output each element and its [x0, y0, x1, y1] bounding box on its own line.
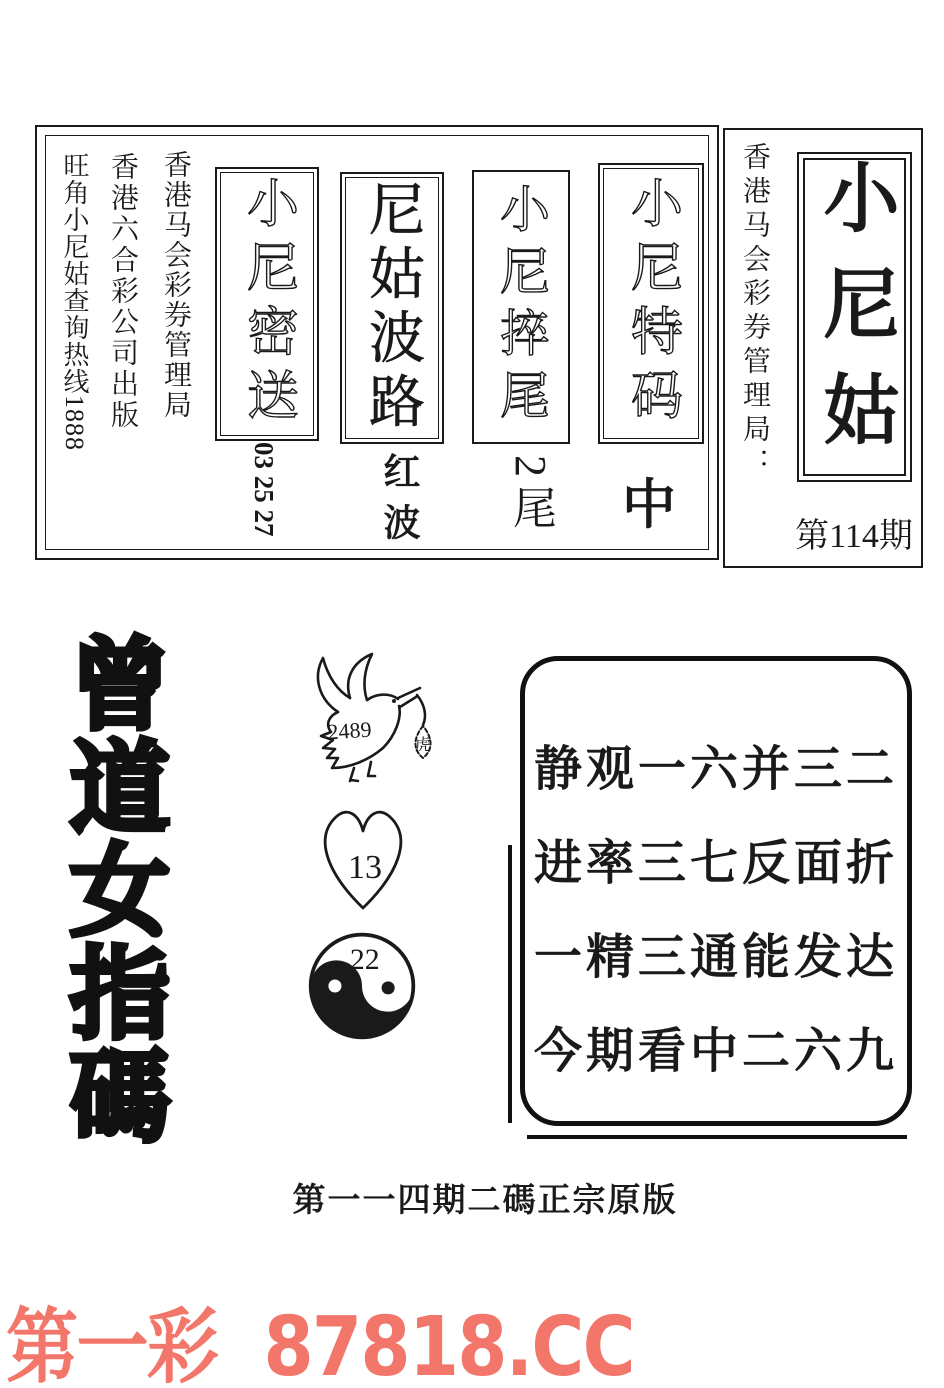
yin-yang-icon [306, 930, 418, 1042]
tip-box-secret [215, 167, 319, 441]
heart-number: 13 [348, 849, 382, 886]
poem-line: 一精三通能发达 [533, 931, 898, 984]
right-authority-column: 香港马会彩券管理局： [739, 142, 770, 482]
poem-box [520, 656, 912, 1126]
footer-site-url: 87818.CC [263, 1300, 634, 1388]
poem-box-shadow-bottom [527, 1135, 907, 1139]
dove-tag-label: 虎 [414, 737, 432, 754]
tip-box-caption-special: 中 [622, 475, 676, 535]
issue-number: 第114期 [795, 518, 913, 555]
tip-box-caption-wave: 红波 [377, 452, 418, 554]
main-vertical-title: 曾道女指碼 [53, 632, 170, 1147]
poem-line: 静观一六并三二 [533, 743, 898, 796]
tip-box-title: 小尼特码 [622, 175, 680, 432]
tip-box-wave [340, 172, 444, 444]
tip-box-caption-tail: 2尾 [506, 455, 555, 537]
footer-brand: 第一彩 [6, 1300, 218, 1388]
tip-box-tail [472, 170, 570, 444]
heart-icon [306, 788, 420, 916]
dove-number: 2489 [326, 716, 373, 745]
masthead-title: 小尼姑 [812, 158, 896, 476]
poem-line: 进率三七反面折 [533, 837, 898, 890]
dove-eye [392, 699, 396, 703]
tip-box-title: 小尼捽尾 [493, 183, 549, 431]
edition-caption: 第一一四期二碼正宗原版 [292, 1183, 678, 1219]
tip-box-caption-numbers: 03 25 27 [249, 442, 279, 537]
footer-banner [6, 1282, 634, 1388]
tip-box-special [598, 163, 704, 444]
masthead-box [797, 152, 912, 482]
hotline-column: 旺角小尼姑查询热线1888 [60, 152, 89, 451]
dove-icon [278, 650, 444, 792]
poem-box-shadow-left [508, 845, 512, 1123]
publisher-column: 香港六合彩公司出版 [107, 152, 138, 431]
poem-line: 今期看中二六九 [533, 1025, 898, 1078]
authority-column: 香港马会彩券管理局 [160, 150, 191, 420]
yang-dot [382, 981, 395, 994]
yin-yang-number: 22 [349, 943, 380, 977]
yin-dot [328, 979, 341, 992]
tip-box-title: 小尼密送 [238, 176, 296, 432]
tip-box-title: 尼姑波路 [361, 180, 423, 436]
